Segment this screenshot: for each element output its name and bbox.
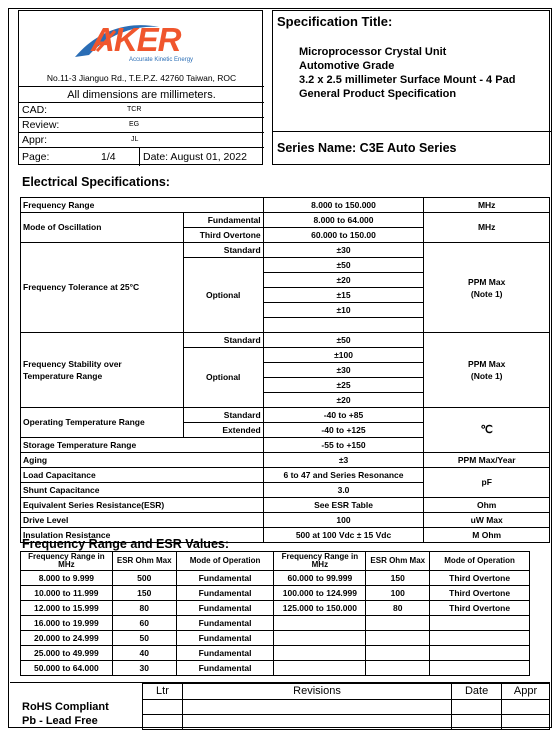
cad-value: TCR	[127, 106, 142, 113]
esr-cell: 500	[112, 571, 176, 586]
row-esr	[21, 498, 550, 513]
esr-cell	[366, 661, 430, 676]
esr-header: Frequency Range in MHz	[274, 552, 366, 571]
esr-cell: Third Overtone	[430, 571, 530, 586]
cad-label: CAD:	[22, 104, 48, 116]
rev-cell	[182, 700, 451, 715]
label-storage: Storage Temperature Range	[21, 438, 264, 453]
label-optemp-extended: Extended	[183, 423, 263, 438]
logo-tagline: Accurate Kinetic Energy	[129, 57, 194, 63]
esr-section-title: Frequency Range and ESR Values:	[22, 537, 230, 551]
value-tolerance-opt-empty	[263, 318, 424, 333]
value-storage: -55 to +150	[263, 438, 424, 453]
esr-cell: 80	[112, 601, 176, 616]
label-shunt-cap: Shunt Capacitance	[21, 483, 264, 498]
value-frequency-range: 8.000 to 150.000	[263, 198, 424, 213]
esr-cell	[366, 616, 430, 631]
label-stability-line2: Temperature Range	[23, 371, 103, 381]
label-tolerance-standard: Standard	[183, 243, 263, 258]
unit-temperature: ℃	[424, 408, 550, 453]
unit-tolerance-text: PPM Max	[468, 276, 506, 287]
unit-drive: uW Max	[424, 513, 550, 528]
esr-cell: Fundamental	[176, 646, 274, 661]
value-tolerance-opt: ±50	[263, 258, 424, 273]
appr-row	[19, 133, 264, 148]
value-stability-standard: ±50	[263, 333, 424, 348]
esr-header-row	[21, 552, 530, 571]
rev-cell	[452, 700, 502, 715]
esr-cell: 40	[112, 646, 176, 661]
value-mode-fundamental: 8.000 to 64.000	[263, 213, 424, 228]
esr-cell	[366, 646, 430, 661]
value-stability-opt: ±20	[263, 393, 424, 408]
header-right-box	[272, 10, 550, 165]
review-row	[19, 118, 264, 133]
label-drive: Drive Level	[21, 513, 264, 528]
dimensions-note: All dimensions are millimeters.	[19, 86, 264, 103]
electrical-spec-table	[20, 197, 550, 543]
value-optemp-extended: -40 to +125	[263, 423, 424, 438]
rev-cell	[143, 700, 183, 715]
spec-title-label: Specification Title:	[277, 14, 393, 29]
esr-header: Frequency Range in MHz	[21, 552, 113, 571]
esr-cell: Fundamental	[176, 631, 274, 646]
appr-value: JL	[131, 136, 139, 143]
esr-cell: Third Overtone	[430, 601, 530, 616]
esr-table-row	[21, 661, 530, 676]
spec-line-1: Microprocessor Crystal Unit	[299, 46, 447, 58]
esr-header: ESR Ohm Max	[112, 552, 176, 571]
esr-cell	[430, 646, 530, 661]
label-stability-line1: Frequency Stability over	[23, 359, 122, 369]
review-value: EG	[129, 121, 140, 128]
electrical-section-title: Electrical Specifications:	[22, 175, 170, 189]
esr-header: ESR Ohm Max	[366, 552, 430, 571]
page-date-divider	[139, 148, 140, 166]
esr-cell	[274, 631, 366, 646]
label-stability	[21, 333, 184, 408]
label-stability-optional: Optional	[183, 348, 263, 408]
value-mode-third: 60.000 to 150.00	[263, 228, 424, 243]
value-optemp-standard: -40 to +85	[263, 408, 424, 423]
esr-cell: 25.000 to 49.999	[21, 646, 113, 661]
revisions-table	[142, 683, 550, 730]
esr-cell: 60	[112, 616, 176, 631]
row-frequency-range	[21, 198, 550, 213]
label-tolerance-optional: Optional	[183, 258, 263, 333]
label-aging: Aging	[21, 453, 264, 468]
esr-table	[20, 551, 530, 676]
esr-cell: Third Overtone	[430, 586, 530, 601]
unit-capacitance: pF	[424, 468, 550, 498]
series-divider	[273, 131, 551, 132]
label-optemp: Operating Temperature Range	[21, 408, 184, 438]
rev-header-revisions: Revisions	[182, 684, 451, 700]
unit-aging: PPM Max/Year	[424, 453, 550, 468]
esr-table-row	[21, 601, 530, 616]
label-mode-third: Third Overtone	[183, 228, 263, 243]
row-tolerance-standard	[21, 243, 550, 258]
esr-cell: 80	[366, 601, 430, 616]
revisions-empty-row	[143, 700, 550, 715]
esr-cell: 16.000 to 19.999	[21, 616, 113, 631]
revisions-header-row	[143, 684, 550, 700]
pb-lead-free: Pb - Lead Free	[22, 715, 98, 727]
unit-frequency-range: MHz	[424, 198, 550, 213]
unit-insulation: M Ohm	[424, 528, 550, 543]
value-drive: 100	[263, 513, 424, 528]
esr-cell: Fundamental	[176, 661, 274, 676]
esr-cell: 12.000 to 15.999	[21, 601, 113, 616]
value-tolerance-standard: ±30	[263, 243, 424, 258]
label-insulation: Insulation Resistance	[21, 528, 264, 543]
esr-cell: 150	[366, 571, 430, 586]
rev-header-appr: Appr	[502, 684, 550, 700]
value-tolerance-opt: ±20	[263, 273, 424, 288]
value-stability-opt: ±30	[263, 363, 424, 378]
esr-cell: Fundamental	[176, 601, 274, 616]
unit-mode: MHz	[424, 213, 550, 243]
value-esr: See ESR Table	[263, 498, 424, 513]
rev-cell	[502, 700, 550, 715]
revisions-empty-row	[143, 715, 550, 730]
esr-cell: 10.000 to 11.999	[21, 586, 113, 601]
esr-cell: 60.000 to 99.999	[274, 571, 366, 586]
rev-cell	[502, 715, 550, 730]
esr-cell	[430, 661, 530, 676]
esr-cell: 20.000 to 24.999	[21, 631, 113, 646]
page-label: Page:	[22, 151, 50, 163]
esr-table-row	[21, 616, 530, 631]
label-mode-fundamental: Fundamental	[183, 213, 263, 228]
label-mode: Mode of Oscillation	[21, 213, 184, 243]
label-frequency-range: Frequency Range	[21, 198, 264, 213]
footer-box	[10, 682, 550, 726]
esr-cell	[366, 631, 430, 646]
note-tolerance: (Note 1)	[470, 288, 503, 299]
esr-cell: Fundamental	[176, 586, 274, 601]
rev-header-date: Date	[452, 684, 502, 700]
logo-text: AKER	[91, 21, 181, 58]
unit-stability-text: PPM Max	[468, 359, 506, 369]
esr-table-row	[21, 586, 530, 601]
row-drive	[21, 513, 550, 528]
rohs-compliant: RoHS Compliant	[22, 701, 109, 713]
value-aging: ±3	[263, 453, 424, 468]
header-left-box	[18, 10, 263, 165]
note-stability: (Note 1)	[470, 371, 503, 381]
appr-label: Appr:	[22, 134, 48, 146]
row-load-cap	[21, 468, 550, 483]
rev-cell	[452, 715, 502, 730]
spec-line-2: Automotive Grade	[299, 60, 395, 72]
rev-header-ltr: Ltr	[143, 684, 183, 700]
esr-cell: 100.000 to 124.999	[274, 586, 366, 601]
page-row	[19, 148, 264, 166]
company-logo	[69, 17, 219, 67]
header-date: Date: August 01, 2022	[143, 151, 247, 163]
label-optemp-standard: Standard	[183, 408, 263, 423]
esr-table-row	[21, 631, 530, 646]
esr-table-row	[21, 646, 530, 661]
rev-cell	[143, 715, 183, 730]
rev-cell	[182, 715, 451, 730]
value-tolerance-opt: ±15	[263, 288, 424, 303]
value-tolerance-opt: ±10	[263, 303, 424, 318]
esr-cell: Fundamental	[176, 571, 274, 586]
spec-line-4: General Product Specification	[299, 88, 457, 100]
esr-cell: Fundamental	[176, 616, 274, 631]
esr-cell	[430, 616, 530, 631]
value-shunt-cap: 3.0	[263, 483, 424, 498]
spec-title-lines	[299, 45, 515, 101]
esr-cell: 8.000 to 9.999	[21, 571, 113, 586]
row-aging	[21, 453, 550, 468]
cad-row	[19, 103, 264, 118]
label-esr: Equivalent Series Resistance(ESR)	[21, 498, 264, 513]
label-tolerance: Frequency Tolerance at 25°C	[21, 243, 184, 333]
esr-header: Mode of Operation	[176, 552, 274, 571]
esr-cell: 125.000 to 150.000	[274, 601, 366, 616]
company-address: No.11-3 Jianguo Rd., T.E.P.Z. 42760 Taiwan, ROC	[46, 73, 237, 83]
label-stability-standard: Standard	[183, 333, 263, 348]
esr-cell: 100	[366, 586, 430, 601]
spec-line-3: 3.2 x 2.5 millimeter Surface Mount - 4 Pad	[299, 74, 516, 86]
unit-esr: Ohm	[424, 498, 550, 513]
unit-tolerance	[424, 243, 550, 333]
page-value: 1/4	[101, 151, 116, 163]
esr-table-row	[21, 571, 530, 586]
esr-cell: 50	[112, 631, 176, 646]
value-load-cap: 6 to 47 and Series Resonance	[263, 468, 424, 483]
esr-header: Mode of Operation	[430, 552, 530, 571]
esr-table-body	[21, 571, 530, 676]
unit-stability	[424, 333, 550, 408]
value-insulation: 500 at 100 Vdc ± 15 Vdc	[263, 528, 424, 543]
esr-cell	[274, 661, 366, 676]
esr-cell	[274, 646, 366, 661]
label-load-cap: Load Capacitance	[21, 468, 264, 483]
row-mode-fundamental	[21, 213, 550, 228]
series-name: Series Name: C3E Auto Series	[277, 141, 457, 155]
esr-cell: 150	[112, 586, 176, 601]
row-stability-standard	[21, 333, 550, 348]
esr-cell	[430, 631, 530, 646]
value-stability-opt: ±100	[263, 348, 424, 363]
row-optemp-standard	[21, 408, 550, 423]
value-stability-opt: ±25	[263, 378, 424, 393]
esr-cell: 30	[112, 661, 176, 676]
review-label: Review:	[22, 119, 60, 131]
esr-cell	[274, 616, 366, 631]
esr-cell: 50.000 to 64.000	[21, 661, 113, 676]
